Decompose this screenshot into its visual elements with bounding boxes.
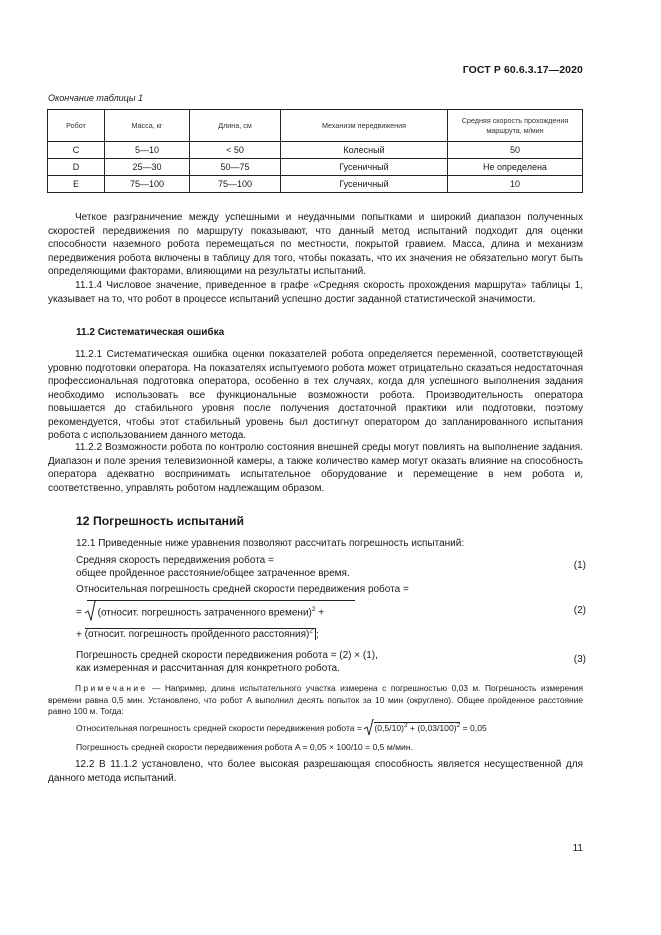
example-1-result: = 0,05 xyxy=(460,723,487,733)
example-2: Погрешность средней скорости передвижения робота A = 0,05 × 100/10 = 0,5 м/мин. xyxy=(76,742,413,752)
square-root xyxy=(85,601,327,621)
table-cell: 10 xyxy=(448,176,583,193)
equation-1-number: (1) xyxy=(573,560,586,571)
equation-1-line-2: общее пройденное расстояние/общее затраченное время. xyxy=(76,568,350,579)
table-row xyxy=(48,176,583,193)
table-cell: Гусеничный xyxy=(281,159,448,176)
col-header-robot: Робот xyxy=(48,110,105,142)
table-header-row xyxy=(48,110,583,142)
paragraph-12-2: 12.2 В 11.1.2 установлено, что более высокая разрешающая способность является несущественной для данного метода испытаний. xyxy=(48,759,583,784)
table-cell: Колесный xyxy=(281,142,448,159)
exponent: 2 xyxy=(311,605,316,613)
table-cell: Гусеничный xyxy=(281,176,448,193)
equation-2-term-2: (относит. погрешность пройденного расстояния) xyxy=(84,629,310,641)
note xyxy=(48,683,583,718)
col-header-mass: Масса, кг xyxy=(105,110,190,142)
table-cell: Не определена xyxy=(448,159,583,176)
example-1-radicand xyxy=(374,722,460,733)
table-cell: 50—75 xyxy=(190,159,281,176)
table-cell: 25—30 xyxy=(105,159,190,176)
paragraph-11-1-4: 11.1.4 Числовое значение, приведенное в графе «Средняя скорость прохождения маршрута» таблицы 1, указывает на то, что робот в процессе испытаний успешно достиг заданной статистической значимости. xyxy=(48,280,583,305)
plus-sign: + xyxy=(318,607,325,618)
table-cell: E xyxy=(48,176,105,193)
col-header-mechanism: Механизм передвижения xyxy=(281,110,448,142)
equation-3 xyxy=(76,649,378,675)
radical-continuation xyxy=(85,628,316,640)
equation-2-term-1: (относит. погрешность затраченного времени) xyxy=(97,607,312,618)
table-cell: 50 xyxy=(448,142,583,159)
equation-1 xyxy=(76,554,350,580)
semicolon: ; xyxy=(315,629,319,641)
table-caption: Окончание таблицы 1 xyxy=(48,93,143,103)
exponent: 2 xyxy=(404,722,408,730)
table-cell: D xyxy=(48,159,105,176)
table-cell: C xyxy=(48,142,105,159)
table-cell: < 50 xyxy=(190,142,281,159)
example-1 xyxy=(76,719,487,736)
table-row xyxy=(48,159,583,176)
radical-sign-icon xyxy=(364,719,374,736)
section-heading-11-2: 11.2 Систематическая ошибка xyxy=(76,327,225,338)
table-cell: 75—100 xyxy=(105,176,190,193)
equation-2-title: Относительная погрешность средней скорости передвижения робота = xyxy=(76,584,409,595)
section-heading-12: 12 Погрешность испытаний xyxy=(76,514,245,528)
results-table xyxy=(47,109,583,193)
note-label: Примечание xyxy=(75,683,148,693)
equation-3-line-2: как измеренная и рассчитанная для конкретного робота. xyxy=(76,663,340,674)
paragraph-11-2-1: 11.2.1 Систематическая ошибка оценки показателей робота определяется переменной, соответствующей уровню подготовки оператора. На показателях испытуемого робота может отрицательно сказаться недостаточная профессиональная подготовка оператора, особенно в тех случаях, когда для успешного выполнения задания необходимо использовать все функциональные возможности робота. Производительность оператора повышается до стабильного уровня после получения достаточной практики или подготовки, поэтому рекомендуется, чтобы этот стабильный уровень был достигнут оператором до запланированного испытания робота с использованием данного метода. xyxy=(48,349,583,441)
radical-sign-icon xyxy=(85,601,96,621)
equals-sign: = xyxy=(76,607,82,618)
radicand-term-2: + (0,03/100) xyxy=(407,723,457,733)
example-1-text: Относительная погрешность средней скорости передвижения робота = xyxy=(76,723,362,733)
document-code: ГОСТ Р 60.6.3.17—2020 xyxy=(462,64,583,76)
exponent: 2 xyxy=(309,628,313,635)
table-row xyxy=(48,142,583,159)
paragraph-12-1: 12.1 Приведенные ниже уравнения позволяют рассчитать погрешность испытаний: xyxy=(76,538,465,549)
col-header-length: Длина, см xyxy=(190,110,281,142)
equation-1-line-1: Средняя скорость передвижения робота = xyxy=(76,555,274,566)
note-text: — Например, длина испытательного участка измерена с погрешностью 0,03 м. Погрешность измерения времени равна 0,5 мин. Установлено, что робот A выполнил десять попыток за 10 мин (округлено). Общее пройденное расстояние равно 100 м. Тогда: xyxy=(48,683,583,716)
equation-3-number: (3) xyxy=(573,654,586,665)
radical-bar xyxy=(87,600,355,601)
page-number: 11 xyxy=(572,843,583,854)
radicand-term-1: (0,5/10) xyxy=(374,723,404,733)
equation-2-line-2 xyxy=(76,625,319,641)
equation-2-number: (2) xyxy=(573,605,586,616)
exponent: 2 xyxy=(456,722,461,730)
paragraph-results-discussion: Четкое разграничение между успешными и неудачными попытками и широкий диапазон полученных скоростей передвижения по маршруту показывают, что данный метод испытаний подходит для оценки способности наземного робота перемещаться по местности, покрытой гравием. Масса, длина и механизм передвижения робота включены в таблицу для того, чтобы показать, что их значения не обязательно могут быть определяющими факторами, влияющими на результаты испытаний. xyxy=(48,212,583,277)
table-cell: 5—10 xyxy=(105,142,190,159)
plus-sign: + xyxy=(76,629,82,641)
col-header-speed: Средняя скорость прохождения маршрута, м/мин xyxy=(448,110,583,142)
equation-2-line-1 xyxy=(76,601,326,621)
paragraph-11-2-2: 11.2.2 Возможности робота по контролю состояния внешней среды могут повлиять на выполнение задания. Диапазон и поле зрения телевизионной камеры, а также количество камер могут оказать влияние на способность оператора адекватно воспринимать испытательное оборудование и перемещение в нем робота и, соответственно, управлять роботом надлежащим образом. xyxy=(48,442,583,494)
table-cell: 75—100 xyxy=(190,176,281,193)
equation-3-line-1: Погрешность средней скорости передвижения робота = (2) × (1), xyxy=(76,650,378,661)
